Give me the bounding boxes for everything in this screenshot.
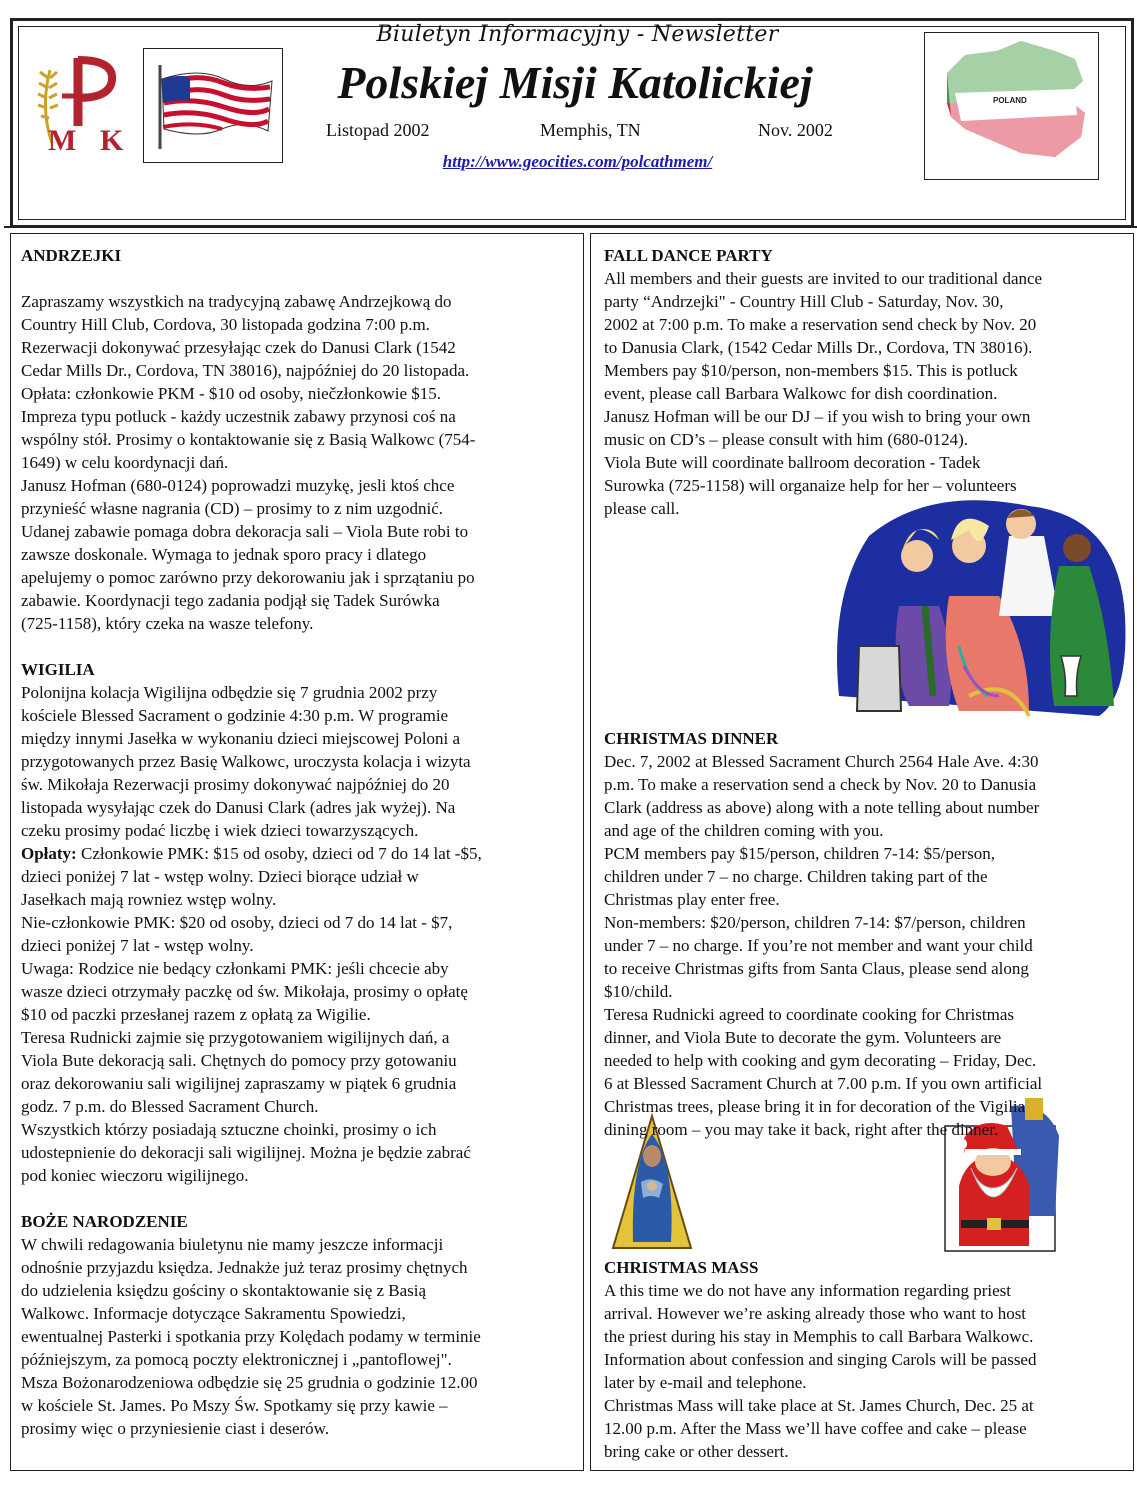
text-line: oraz dekorowaniu sali wigilijnej zapraszamy w piątek 6 grudnia [21,1074,457,1093]
text-line: odnośnie przyjazdu księdza. Jednakże już teraz prosimy chętnych [21,1258,468,1277]
date-polish: Listopad 2002 [326,120,430,140]
text-line: zabawie. Koordynacji tego zadania podjął się Tadek Surówka [21,591,440,610]
text-line: Teresa Rudnicki zajmie się przygotowaniem wigilijnych dań, a [21,1028,450,1047]
svg-text:M: M [48,124,77,157]
text-line: późniejszym, za pomocą poczty elektronicznej i „pantoflowej". [21,1350,452,1369]
text-line: W chwili redagowania biuletynu nie mamy jeszcze informacji [21,1235,444,1254]
text-line: Non-members: $20/person, children 7-14: $7/person, children [604,913,1026,932]
masthead-rule [4,226,1137,228]
text-line: under 7 – no charge. If you’re not member and want your child [604,936,1033,955]
text-line: Walkowc. Informacje dotyczące Sakramentu Spowiedzi, [21,1304,406,1323]
text-line: wspólny stół. Prosimy o kontaktowanie się z Basią Walkowc (754- [21,430,476,449]
text-line: (725-1158), który czeka na wasze telefony. [21,614,314,633]
text-line: Information about confession and singing Carols will be passed [604,1350,1037,1369]
text-line: Surowka (725-1158) will organaize help for her – volunteers [604,476,1017,495]
newsletter-title: Polskiej Misji Katolickiej [337,57,813,108]
christmas-mass-heading: CHRISTMAS MASS [604,1258,759,1277]
right-column-text [604,244,1129,1463]
map-label: POLAND [993,96,1027,105]
newsletter-subtitle: Biuletyn Informacyjny - Newsletter [376,22,779,47]
text-line: w kościele St. James. Po Mszy Św. Spotkamy się przy kawie – [21,1396,448,1415]
text-line: między innymi Jasełka w wykonaniu dzieci miejscowej Poloni a [21,729,461,748]
text-line: Udanej zabawie pomaga dobra dekoracja sali – Viola Bute robi to [21,522,469,541]
text-line: Viola Bute dekoracją sali. Chętnych do pomocy przy gotowaniu [21,1051,457,1070]
boze-narodzenie-heading: BOŻE NARODZENIE [21,1212,188,1231]
text-line: czeku prosimy podać liczbę i wiek dzieci towarzyszących. [21,821,419,840]
right-column [590,233,1134,1471]
us-flag-frame [143,48,283,163]
text-line: A this time we do not have any information regarding priest [604,1281,1011,1300]
text-line: later by e-mail and telephone. [604,1373,807,1392]
text-line: listopada wysyłając czek do Danusi Clark (adres jak wyżej). Na [21,798,456,817]
text-line: Polonijna kolacja Wigilijna odbędzie się 7 grudnia 2002 przy [21,683,438,702]
text-line: 1649) w celu koordynacji dań. [21,453,229,472]
text-line: Teresa Rudnicki agreed to coordinate cooking for Christmas [604,1005,1014,1024]
text-line: Janusz Hofman (680-0124) poprowadzi muzykę, jesli ktoś chce [21,476,455,495]
text-line: $10 od paczki przesłanej razem z opłatą za Wigilie. [21,1005,371,1024]
fees-line [21,842,576,865]
text-line: Members pay $10/person, non-members $15. This is potluck [604,361,1018,380]
text-line: arrival. However we’re asking already those who want to host [604,1304,1027,1323]
text-line: ewentualnej Pasterki i spotkania przy Kolędach podamy w terminie [21,1327,481,1346]
fees-text: Członkowie PMK: $15 od osoby, dzieci od 7 do 14 lat -$5, [76,844,482,863]
wigilia-heading: WIGILIA [21,660,95,679]
text-line: Christmas play enter free. [604,890,780,909]
text-line: przynieść własne nagrania (CD) – prosimy to z nim uzgodnić. [21,499,444,518]
text-line: Janusz Hofman will be our DJ – if you wish to bring your own [604,407,1031,426]
christmas-dinner-body [604,750,1129,1141]
text-line: p.m. To make a reservation send a check by Nov. 20 to Danusia [604,775,1037,794]
text-line: Nie-członkowie PMK: $20 od osoby, dzieci od 7 do 14 lat - $7, [21,913,453,932]
text-line: 2002 at 7:00 p.m. To make a reservation send check by Nov. 20 [604,315,1037,334]
text-line: św. Mikołaja Rezerwacji prosimy dokonywać najpóźniej do 20 [21,775,450,794]
text-line: Wszystkich którzy posiadają sztuczne choinki, prosimy o ich [21,1120,437,1139]
text-line: dzieci poniżej 7 lat - wstęp wolny. [21,936,254,955]
text-line: to receive Christmas gifts from Santa Claus, please send along [604,959,1029,978]
text-line: kościele Blessed Sacrament o godzinie 4:30 p.m. W programie [21,706,449,725]
text-line: music on CD’s – please consult with him (680-0124). [604,430,969,449]
text-line: wasze dzieci otrzymały paczkę od św. Mikołaja, prosimy o opłatę [21,982,468,1001]
text-line: bring cake or other dessert. [604,1442,789,1461]
andrzejki-heading: ANDRZEJKI [21,246,122,265]
fees-label: Opłaty: [21,844,77,863]
text-line: PCM members pay $15/person, children 7-14: $5/person, [604,844,995,863]
text-line: 6 at Blessed Sacrament Church at 7.00 p.m. If you own artificial [604,1074,1043,1093]
text-line: apelujemy o pomoc zarówno przy dekorowaniu jak i sprzątaniu po [21,568,475,587]
text-line: and age of the children coming with you. [604,821,884,840]
text-line: Zapraszamy wszystkich na tradycyjną zabawę Andrzejkową do [21,292,452,311]
text-line: event, please call Barbara Walkowc for dish coordination. [604,384,998,403]
text-line: godz. 7 p.m. do Blessed Sacrament Church. [21,1097,319,1116]
text-line: Opłata: członkowie PKM - $10 od osoby, niečzłonkowie $15. [21,384,442,403]
text-line: Dec. 7, 2002 at Blessed Sacrament Church 2564 Hale Ave. 4:30 [604,752,1039,771]
us-flag-icon [144,49,281,161]
wigilia-body [21,681,576,1187]
text-line: pod koniec wieczoru wigilijnego. [21,1166,249,1185]
poland-map-frame [924,32,1099,180]
left-column-text [21,244,576,1440]
text-line: zawsze doskonale. Wymaga to jednak sporo pracy i dlatego [21,545,427,564]
website-link[interactable]: http://www.geocities.com/polcathmem/ [442,152,713,171]
text-line: przygotowanych przez Basię Walkowc, uroczysta kolacja i wizyta [21,752,471,771]
location: Memphis, TN [540,120,641,140]
text-line: to Danusia Clark, (1542 Cedar Mills Dr., Cordova, TN 38016). [604,338,1033,357]
text-line: dzieci poniżej 7 lat - wstęp wolny. Dzieci biorące udział w [21,867,419,886]
text-line: dining room – you may take it back, right after the dinner. [604,1120,999,1139]
text-line: Country Hill Club, Cordova, 30 listopada godzina 7:00 p.m. [21,315,430,334]
text-line: Viola Bute will coordinate ballroom decoration - Tadek [604,453,981,472]
text-line: prosimy więc o przyniesienie ciast i deserów. [21,1419,330,1438]
christmas-mass-body [604,1279,1129,1463]
svg-text:K: K [100,124,124,157]
text-line: please call. [604,499,680,518]
text-line: needed to help with cooking and gym decorating – Friday, Dec. [604,1051,1037,1070]
text-line: All members and their guests are invited to our traditional dance [604,269,1043,288]
fall-dance-party-heading: FALL DANCE PARTY [604,246,773,265]
andrzejki-body [21,290,576,635]
text-line: Cedar Mills Dr., Cordova, TN 38016), najpóźniej do 20 listopada. [21,361,470,380]
text-line: children under 7 – no charge. Children taking part of the [604,867,988,886]
text-line: dinner, and Viola Bute to decorate the gym. Volunteers are [604,1028,1002,1047]
text-line: Rezerwacji dokonywać przesyłając czek do Danusi Clark (1542 [21,338,456,357]
fall-dance-party-body [604,267,1129,520]
left-column [10,233,584,1471]
text-line: 12.00 p.m. After the Mass we’ll have coffee and cake – please [604,1419,1027,1438]
boze-narodzenie-body [21,1233,576,1440]
text-line: Jasełkach mają rowniez wstęp wolny. [21,890,277,909]
text-line: Uwaga: Rodzice nie bedący członkami PMK: jeśli chcecie aby [21,959,449,978]
text-line: Msza Bożonarodzeniowa odbędzie się 25 grudnia o godzinie 12.00 [21,1373,478,1392]
text-line: Christmas Mass will take place at St. James Church, Dec. 25 at [604,1396,1034,1415]
christmas-dinner-heading: CHRISTMAS DINNER [604,729,779,748]
text-line: party “Andrzejki" - Country Hill Club - Saturday, Nov. 30, [604,292,1004,311]
date-english: Nov. 2002 [758,120,833,140]
text-line: Christmas trees, please bring it in for decoration of the Vigilia [604,1097,1026,1116]
text-line: udostepnienie do dekoracji sali wigilijnej. Można je będzie zabrać [21,1143,471,1162]
text-line: Clark (address as above) along with a note telling about number [604,798,1040,817]
text-line: the priest during his stay in Memphis to call Barbara Walkowc. [604,1327,1034,1346]
text-line: Impreza typu potluck - każdy uczestnik zabawy przynosi coś na [21,407,456,426]
text-line: do udzielenia księdzu gościny o skontaktowanie się z Basią [21,1281,427,1300]
text-line: $10/child. [604,982,673,1001]
pmk-logo-icon [34,48,134,158]
poland-map-icon [925,33,1097,178]
